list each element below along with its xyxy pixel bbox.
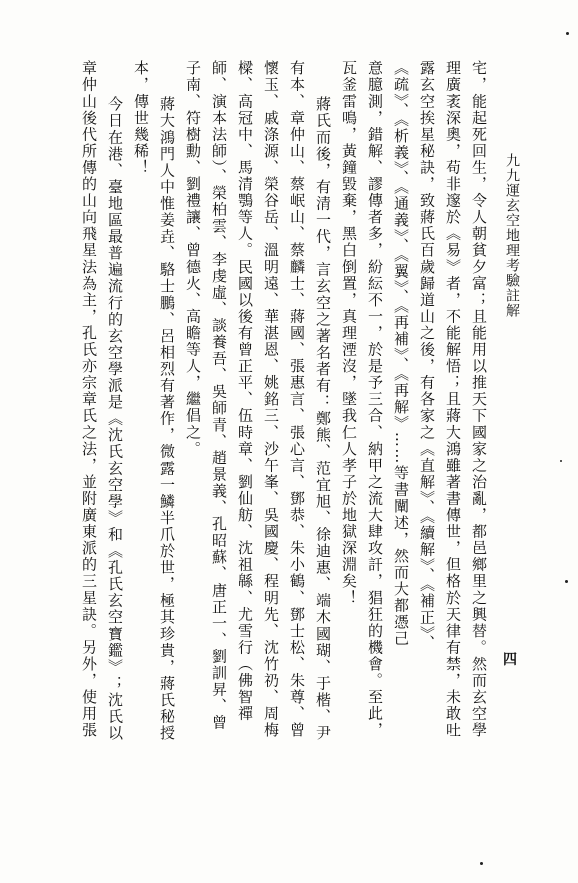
text-column: 有本、章仲山、蔡岷山、蔡麟士、蔣國、張惠言、張心言、鄧恭、朱小鶴、鄧士松、朱尊、曾 xyxy=(288,60,306,739)
text-column: 意臆測，錯解、謬傳者多，紛紜不一，於是予三合、納甲之流大肆攻訐，猖狂的機會。至此， xyxy=(366,60,384,739)
text-column: 宅，能起死回生，令人朝貧夕富；且能用以推天下國家之治亂，都邑鄉里之興替。然而玄空學 xyxy=(470,60,488,739)
text-column: 懷玉、戚涤源、榮谷岳、溫明遠、華湛恩、姚銘三、沙午峯、吳國慶、程明先、沈竹礽、周梅 xyxy=(262,60,280,739)
text-column: 理廣袤深奧，苟非邃於《易》者，不能解悟；且蔣大鴻雖著書傳世，但格於天律有禁，未敢吐 xyxy=(444,60,462,739)
text-column: 章仲山後代所傳的山向飛星法為主，孔氏亦宗章氏之法，並附廣東派的三星訣。另外，使用張 xyxy=(80,60,98,739)
print-speck xyxy=(565,580,568,583)
text-column: 《疏》、《析義》、《通義》、《翼》、《再補》、《再解》……等書闡述，然而大都憑己 xyxy=(392,60,410,647)
text-column: 蔣大鴻門人中惟姜垚、駱士鵬、呂相烈有著作，微露一鱗半爪於世，極其珍貴，蔣氏秘授 xyxy=(158,96,176,742)
text-column: 本，傳世幾稀！ xyxy=(132,60,150,176)
print-speck xyxy=(566,32,569,35)
page-number: 四 xyxy=(503,652,517,668)
text-column: 子南、符樹勳、劉禮讓、曾德火、高瞻等人，繼倡之。 xyxy=(184,60,202,458)
print-speck xyxy=(480,862,483,865)
body-text xyxy=(68,60,492,830)
text-column: 樑、高冠中、馬清鶚等人。民國以後有曾正平、伍時章、劉仙舫、沈祖緜、尤雪行（佛智禪 xyxy=(236,60,254,722)
text-column: 師、演本法師）、榮柏雲、李虔虛、談養吾、吳師青、趙景義、孔昭蘇、唐正一、劉訓昇、曾 xyxy=(210,60,228,732)
running-title: 九九運玄空地理考驗註解 xyxy=(504,153,520,318)
print-speck xyxy=(560,460,562,462)
text-column: 露玄空挨星秘訣，致蔣氏百歲歸道山之後，有各家之《直解》、《續解》、《補正》、 xyxy=(418,60,436,652)
text-column: 今日在港、臺地區最普遍流行的玄空學派是《沈氏玄空學》和《孔氏玄空寶鑑》；沈氏以 xyxy=(106,96,124,742)
text-column: 瓦釜雷鳴，黃鐘毀棄，黑白倒置，真理湮沒，墜我仁人孝子於地獄深淵矣！ xyxy=(340,60,358,607)
text-column: 蔣氏而後，有清一代，言玄空之著名者有：鄭熊、范宜旭、徐迪惠、端木國瑚、于楷、尹 xyxy=(314,96,332,742)
